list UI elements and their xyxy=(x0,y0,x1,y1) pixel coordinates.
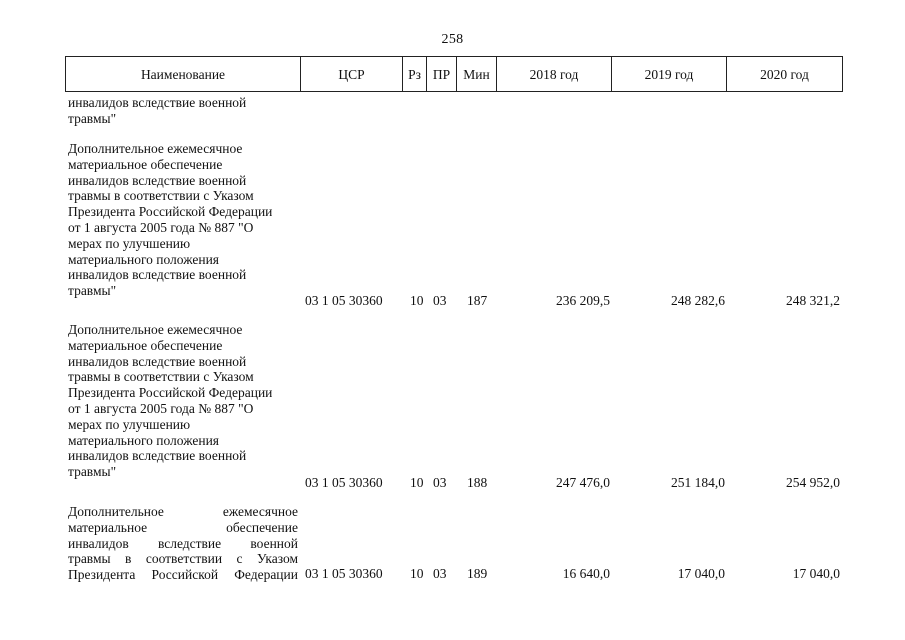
row-2019: 248 282,6 xyxy=(671,293,725,308)
row-pr: 03 xyxy=(433,293,447,308)
header-pr: ПР xyxy=(427,57,457,91)
row-csr: 03 1 05 30360 xyxy=(305,475,383,490)
header-min: Мин xyxy=(457,57,497,91)
row-name: Дополнительное ежемесячное материальное обеспечение инвалидов вследствие военной травмы в соответствии с Указом Президента Российской Федерации от 1 августа 2005 года № 887 "О мерах по улучшению материального положения инвалидов вследствие военной травмы" xyxy=(68,322,273,480)
header-2018: 2018 год xyxy=(497,57,612,91)
row-2018: 247 476,0 xyxy=(556,475,610,490)
continuation-name: инвалидов вследствие военной травмы" xyxy=(68,95,247,126)
row-name: Дополнительное ежемесячное материальное обеспечение инвалидов вследствие военной травмы в соответствии с Указом Президента Российской Федерации от 1 августа 2005 года № 887 "О мерах по улучшению материального положения инвалидов вследствие военной травмы" xyxy=(68,141,273,299)
row-rz: 10 xyxy=(410,293,424,308)
row-pr: 03 xyxy=(433,475,447,490)
row-min: 189 xyxy=(467,566,488,581)
row-csr: 03 1 05 30360 xyxy=(305,566,383,581)
row-csr: 03 1 05 30360 xyxy=(305,293,383,308)
row-rz: 10 xyxy=(410,475,424,490)
row-2018: 16 640,0 xyxy=(562,566,610,581)
row-name: Дополнительное ежемесячное материальное обеспечение инвалидов вследствие военной травмы в соответствии с Указом Президента Российской Федерации xyxy=(68,504,298,583)
row-2019: 251 184,0 xyxy=(671,475,725,490)
header-rz: Рз xyxy=(403,57,427,91)
header-csr: ЦСР xyxy=(301,57,403,91)
row-min: 188 xyxy=(467,475,488,490)
table-header xyxy=(65,56,843,92)
header-2020: 2020 год xyxy=(760,67,809,82)
row-2020: 248 321,2 xyxy=(786,293,840,308)
row-2018: 236 209,5 xyxy=(556,293,610,308)
row-rz: 10 xyxy=(410,566,424,581)
header-2019: 2019 год xyxy=(612,57,727,91)
row-2019: 17 040,0 xyxy=(677,566,725,581)
header-name: Наименование xyxy=(66,57,301,91)
page-number: 258 xyxy=(441,32,464,47)
row-2020: 254 952,0 xyxy=(786,475,840,490)
row-2020: 17 040,0 xyxy=(792,566,840,581)
row-min: 187 xyxy=(467,293,488,308)
row-pr: 03 xyxy=(433,566,447,581)
